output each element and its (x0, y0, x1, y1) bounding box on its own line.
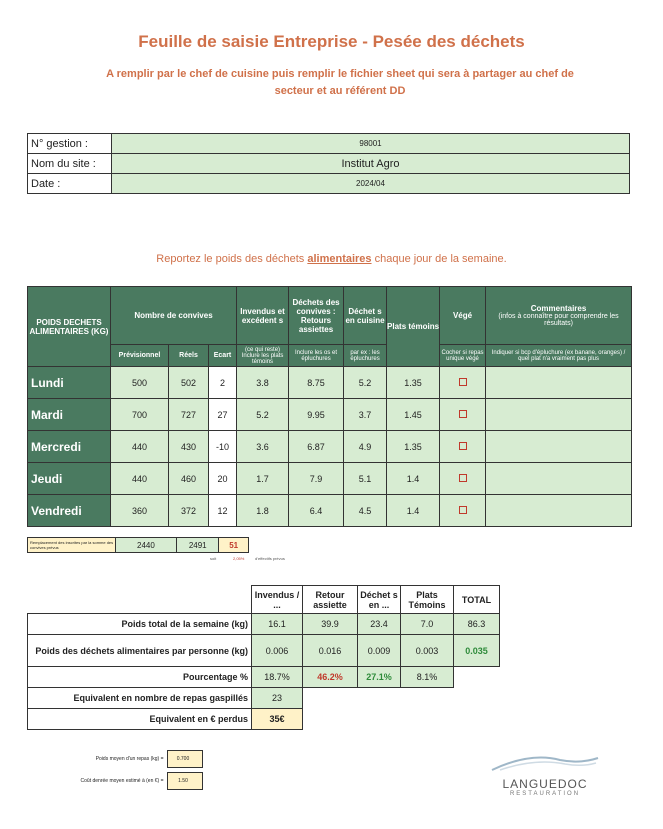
retours-cell[interactable]: 7.9 (289, 463, 344, 495)
day-row (28, 399, 632, 431)
instruction-note: Reportez le poids des déchets alimentaires chaque jour de la semaine. (156, 253, 507, 265)
cuisine-cell[interactable]: 3.7 (344, 399, 387, 431)
info-table (27, 133, 630, 194)
day-label: Jeudi (28, 463, 111, 495)
footer-params (27, 750, 203, 790)
vege-checkbox[interactable] (459, 442, 467, 450)
summary-cell: 86.3 (454, 614, 500, 635)
invendus-cell[interactable]: 3.8 (237, 367, 289, 399)
summary-cell: 8.1% (401, 667, 454, 688)
totals-pct-label: d'effectifs prévus (255, 556, 285, 561)
reels-cell[interactable]: 502 (169, 367, 209, 399)
summary-cell: 7.0 (401, 614, 454, 635)
header-plats: Plats témoins (387, 287, 440, 367)
languedoc-logo (490, 750, 600, 797)
summary-cell: 39.9 (303, 614, 358, 635)
summary-cell: 0.003 (401, 635, 454, 667)
cuisine-cell[interactable]: 5.2 (344, 367, 387, 399)
summary-col-total: TOTAL (454, 586, 500, 614)
vege-checkbox-cell[interactable] (440, 367, 486, 399)
gestion-label: N° gestion : (28, 134, 112, 154)
header-retours: Déchets des convives : Retours assiettes (289, 287, 344, 345)
retours-cell[interactable]: 8.75 (289, 367, 344, 399)
previsionnel-cell[interactable]: 360 (111, 495, 169, 527)
plats-cell[interactable]: 1.4 (387, 495, 440, 527)
day-row (28, 431, 632, 463)
summary-euros-value: 35€ (252, 709, 303, 730)
header-poids: POIDS DECHETS ALIMENTAIRES (KG) (28, 287, 111, 367)
summary-row-personne-label: Poids des déchets alimentaires par personne (kg) (28, 635, 252, 667)
logo-name: LANGUEDOC (502, 777, 588, 791)
gestion-field[interactable]: 98001 (112, 134, 630, 154)
page-subtitle: A remplir par le chef de cuisine puis remplir le fichier sheet qui sera à partager au chef de secteur et au référent DD (106, 68, 574, 97)
header-vege-sub: Cocher si repas unique végé (440, 345, 486, 367)
summary-cell: 23.4 (358, 614, 401, 635)
commentaires-cell[interactable] (486, 399, 632, 431)
commentaires-cell[interactable] (486, 495, 632, 527)
summary-cell: 0.016 (303, 635, 358, 667)
plats-cell[interactable]: 1.4 (387, 463, 440, 495)
header-ecart: Ecart (209, 345, 237, 367)
summary-col-invendus: Invendus / ... (252, 586, 303, 614)
vege-checkbox-cell[interactable] (440, 399, 486, 431)
total-reels: 2491 (177, 538, 219, 553)
vege-checkbox[interactable] (459, 506, 467, 514)
header-commentaires: Commentaires (infos à connaître pour comprendre les résultats) (486, 287, 632, 345)
totals-row (27, 537, 249, 553)
plats-cell[interactable]: 1.35 (387, 431, 440, 463)
previsionnel-cell[interactable]: 440 (111, 431, 169, 463)
date-field[interactable]: 2024/04 (112, 174, 630, 194)
day-row (28, 367, 632, 399)
daily-waste-table (27, 286, 632, 527)
invendus-cell[interactable]: 1.7 (237, 463, 289, 495)
poids-repas-field[interactable]: 0.700 (167, 751, 202, 768)
ecart-cell: 12 (209, 495, 237, 527)
header-convives: Nombre de convives (111, 287, 237, 345)
total-previsionnel: 2440 (115, 538, 176, 553)
totals-pct: 2,05% (233, 556, 245, 561)
summary-col-dechets: Déchet s en ... (358, 586, 401, 614)
summary-cell: 16.1 (252, 614, 303, 635)
previsionnel-cell[interactable]: 440 (111, 463, 169, 495)
invendus-cell[interactable]: 5.2 (237, 399, 289, 431)
ecart-cell: 20 (209, 463, 237, 495)
cout-repas-label: Coût denrée moyen estimé à (en €) = (80, 778, 164, 784)
commentaires-cell[interactable] (486, 431, 632, 463)
plats-cell[interactable]: 1.45 (387, 399, 440, 431)
header-cuisine-sub: par ex : les épluchures (344, 345, 387, 367)
reels-cell[interactable]: 460 (169, 463, 209, 495)
summary-repas-value: 23 (252, 688, 303, 709)
day-label: Mercredi (28, 431, 111, 463)
vege-checkbox-cell[interactable] (440, 431, 486, 463)
retours-cell[interactable]: 6.87 (289, 431, 344, 463)
day-label: Vendredi (28, 495, 111, 527)
day-row (28, 495, 632, 527)
retours-cell[interactable]: 6.4 (289, 495, 344, 527)
commentaires-cell[interactable] (486, 463, 632, 495)
summary-cell: 0.009 (358, 635, 401, 667)
header-invendus: Invendus et excédent s (237, 287, 289, 345)
total-ecart: 51 (219, 538, 249, 553)
header-vege: Végé (440, 287, 486, 345)
totals-soit: soit (210, 556, 217, 561)
summary-cell: 0.035 (454, 635, 500, 667)
vege-checkbox-cell[interactable] (440, 463, 486, 495)
ecart-cell: 27 (209, 399, 237, 431)
day-label: Lundi (28, 367, 111, 399)
header-invendus-sub: (ce qui reste) Inclure les plats témoins (237, 345, 289, 367)
previsionnel-cell[interactable]: 500 (111, 367, 169, 399)
totals-label: Remplacement des inscrites par la somme des convives prévus (28, 538, 116, 553)
cuisine-cell[interactable]: 4.5 (344, 495, 387, 527)
day-label: Mardi (28, 399, 111, 431)
vege-checkbox-cell[interactable] (440, 495, 486, 527)
previsionnel-cell[interactable]: 700 (111, 399, 169, 431)
header-previsionnel: Prévisionnel (111, 345, 169, 367)
cuisine-cell[interactable]: 4.9 (344, 431, 387, 463)
retours-cell[interactable]: 9.95 (289, 399, 344, 431)
reels-cell[interactable]: 727 (169, 399, 209, 431)
summary-col-retour: Retour assiette (303, 586, 358, 614)
summary-cell: 27.1% (358, 667, 401, 688)
plats-cell[interactable]: 1.35 (387, 367, 440, 399)
vege-checkbox[interactable] (459, 474, 467, 482)
date-label: Date : (28, 174, 112, 194)
mountain-logo-icon (490, 750, 600, 772)
summary-cell: 18.7% (252, 667, 303, 688)
summary-repas-label: Equivalent en nombre de repas gaspillés (28, 688, 252, 709)
site-label: Nom du site : (28, 154, 112, 174)
page-title: Feuille de saisie Entreprise - Pesée des déchets (138, 32, 525, 51)
summary-col-plats: Plats Témoins (401, 586, 454, 614)
header-reels: Réels (169, 345, 209, 367)
invendus-cell[interactable]: 1.8 (237, 495, 289, 527)
vege-checkbox[interactable] (459, 378, 467, 386)
summary-cell: 0.006 (252, 635, 303, 667)
header-commentaires-sub: Indiquer si bcp d'épluchure (ex banane, oranges) / quel plat n'a vraiment pas plus (486, 345, 632, 367)
ecart-cell: -10 (209, 431, 237, 463)
commentaires-cell[interactable] (486, 367, 632, 399)
vege-checkbox[interactable] (459, 410, 467, 418)
summary-row-pct-label: Pourcentage % (28, 667, 252, 688)
logo-sub: RESTAURATION (509, 791, 581, 797)
summary-table (27, 585, 500, 730)
ecart-cell: 2 (209, 367, 237, 399)
header-retours-sub: Inclure les os et épluchures (289, 345, 344, 367)
reels-cell[interactable]: 372 (169, 495, 209, 527)
invendus-cell[interactable]: 3.6 (237, 431, 289, 463)
summary-row-poids-label: Poids total de la semaine (kg) (28, 614, 252, 635)
reels-cell[interactable]: 430 (169, 431, 209, 463)
day-row (28, 463, 632, 495)
site-field[interactable]: Institut Agro (112, 154, 630, 174)
poids-repas-label: Poids moyen d'un repas (kg) = (95, 756, 164, 762)
summary-cell: 46.2% (303, 667, 358, 688)
cuisine-cell[interactable]: 5.1 (344, 463, 387, 495)
summary-euros-label: Equivalent en € perdus (28, 709, 252, 730)
header-cuisine: Déchet s en cuisine (344, 287, 387, 345)
cout-repas-field[interactable]: 1.50 (167, 773, 202, 790)
